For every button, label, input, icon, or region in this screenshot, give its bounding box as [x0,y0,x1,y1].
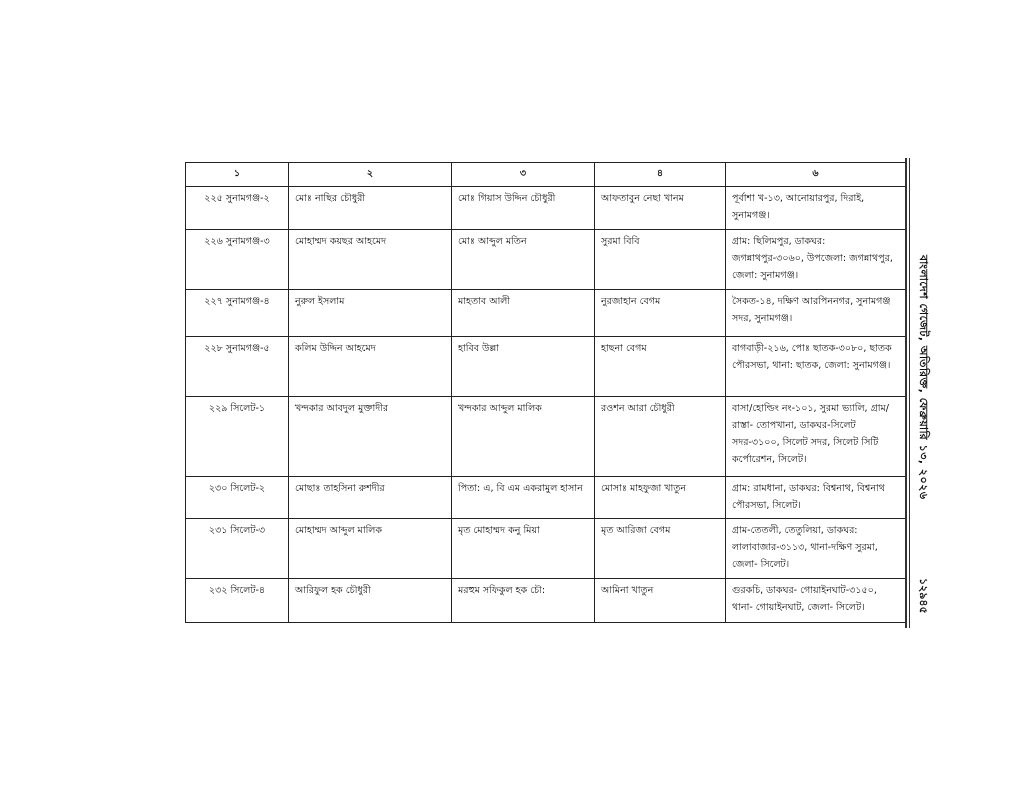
candidate-name-cell: আরিফুল হক চৌধুরী [289,579,452,623]
gazette-running-header: বাংলাদেশ গেজেট, অতিরিক্ত, ফেব্রুয়ারি ১৩, ২০২৬ [917,255,930,500]
table-row [186,579,906,623]
father-name-cell: পিতা: এ, বি এম একরামুল হাসান [452,477,595,519]
candidate-name-cell: মোহাম্মদ আব্দুল মালিক [289,519,452,579]
candidate-name-cell: মোছাঃ তাহসিনা রুশদীর [289,477,452,519]
address-cell: গ্রাম: রামধানা, ডাকঘর: বিশ্বনাথ, বিশ্বনাথ পৌরসভা, সিলেট। [726,477,906,519]
address-cell: বাগবাড়ী-২১৬, পোঃ ছাতক-৩০৮০, ছাতক পৌরসভা, থানা: ছাতক, জেলা: সুনামগঞ্জ। [726,337,906,397]
mother-name-cell: হাছনা বেগম [595,337,726,397]
address-cell: গ্রাম: ছিলিমপুর, ডাকঘর: জগন্নাথপুর-৩০৬০, উপজেলা: জগন্নাথপুর, জেলা: সুনামগঞ্জ। [726,230,906,290]
address-cell: গুরকচি, ডাকঘর- গোয়াইনঘাট-৩১৫০, থানা- গোয়াইনঘাট, জেলা- সিলেট। [726,579,906,623]
seat-cell: ২২৭ সুনামগঞ্জ-৪ [186,290,289,337]
seat-cell: ২২৮ সুনামগঞ্জ-৫ [186,337,289,397]
seat-cell: ২৩১ সিলেট-৩ [186,519,289,579]
father-name-cell: মরহুম সফিকুল হক চৌ: [452,579,595,623]
address-cell: সৈকত-১৪, দক্ষিণ আরপিননগর, সুনামগঞ্জ সদর, সুনামগঞ্জ। [726,290,906,337]
mother-name-cell: নুরজাহান বেগম [595,290,726,337]
address-cell: বাসা/হোল্ডিং নং-১০১, সুরমা ভ্যালি, গ্রাম/রাস্তা- তোপখানা, ডাকঘর-সিলেট সদর-৩১০০, সিলেট সদর, সিলেট সিটি কর্পোরেশন, সিলেট। [726,397,906,477]
seat-cell: ২২৯ সিলেট-১ [186,397,289,477]
candidate-name-cell: নুরুল ইসলাম [289,290,452,337]
column-header-4: ৪ [595,163,726,187]
column-header-6: ৬ [726,163,906,187]
father-name-cell: মোঃ গিয়াস উদ্দিন চৌধুরী [452,187,595,230]
table-row [186,337,906,397]
table-row [186,477,906,519]
mother-name-cell: মোসাঃ মাহফুজা খাতুন [595,477,726,519]
page-number: ১২৯৪৫ [917,578,930,614]
father-name-cell: হাবিব উল্লা [452,337,595,397]
seat-cell: ২২৬ সুনামগঞ্জ-৩ [186,230,289,290]
candidate-name-cell: কলিম উদ্দিন আহমেদ [289,337,452,397]
address-cell: গ্রাম-তেতলী, তেতুলিয়া, ডাকঘর: লালাবাজার-৩১১৩, থানা-দক্ষিণ সুরমা, জেলা- সিলেট। [726,519,906,579]
table-row [186,290,906,337]
mother-name-cell: সুরমা বিবি [595,230,726,290]
margin-rule-inner [909,158,910,628]
mother-name-cell: মৃত আরিজা বেগম [595,519,726,579]
table-row [186,230,906,290]
father-name-cell: খন্দকার আব্দুল মালিক [452,397,595,477]
column-header-1: ১ [186,163,289,187]
mother-name-cell: আফতাবুন নেছা খানম [595,187,726,230]
table-row [186,397,906,477]
candidate-name-cell: মোহাম্মদ কয়ছর আহমেদ [289,230,452,290]
mother-name-cell: আমিনা খাতুন [595,579,726,623]
father-name-cell: মাহতাব আলী [452,290,595,337]
column-header-2: ২ [289,163,452,187]
seat-cell: ২২৫ সুনামগঞ্জ-২ [186,187,289,230]
candidate-name-cell: খন্দকার আবদুল মুক্তাদীর [289,397,452,477]
candidate-name-cell: মোঃ নাছির চৌধুরী [289,187,452,230]
table-row [186,187,906,230]
column-header-3: ৩ [452,163,595,187]
seat-cell: ২৩২ সিলেট-৪ [186,579,289,623]
mother-name-cell: রওশন আরা চৌধুরী [595,397,726,477]
address-cell: পূর্বাশা খ-১৩, আনোয়ারপুর, দিরাই, সুনামগঞ্জ। [726,187,906,230]
seat-cell: ২৩০ সিলেট-২ [186,477,289,519]
father-name-cell: মৃত মোহাম্মদ কনু মিয়া [452,519,595,579]
table-header-row [186,163,906,187]
candidate-table [185,162,906,623]
table-row [186,519,906,579]
margin-rule [905,158,907,628]
father-name-cell: মোঃ আব্দুল মতিন [452,230,595,290]
